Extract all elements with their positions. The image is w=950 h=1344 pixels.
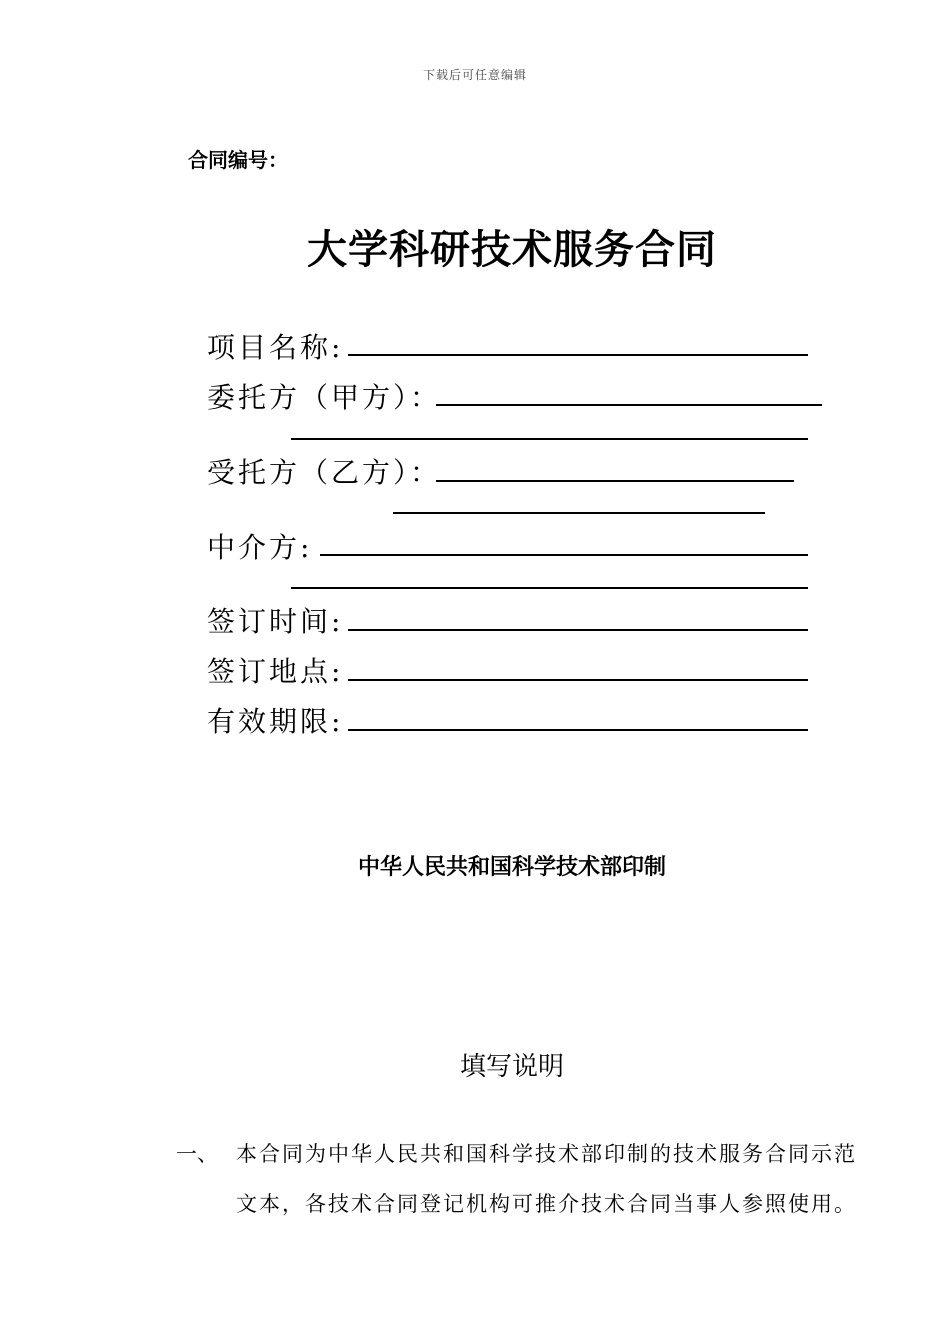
project-name-blank[interactable] xyxy=(348,354,808,356)
instruction-number: 一、 xyxy=(176,1142,218,1166)
signing-place-label: 签订地点: xyxy=(207,655,344,688)
intermediary-blank[interactable] xyxy=(320,554,808,556)
printer-statement: 中华人民共和国科学技术部印制 xyxy=(357,855,666,880)
document-title: 大学科研技术服务合同 xyxy=(307,227,717,273)
party-b-label: 受托方（乙方）： xyxy=(207,456,442,489)
validity-period-blank[interactable] xyxy=(348,729,808,731)
party-a-label: 委托方（甲方）： xyxy=(207,381,442,414)
intermediary-blank-continued[interactable] xyxy=(291,587,808,589)
party-b-blank[interactable] xyxy=(436,480,794,482)
project-name-label: 项目名称: xyxy=(207,331,344,364)
header-note: 下载后可任意编辑 xyxy=(422,68,527,82)
validity-period-label: 有效期限: xyxy=(207,705,344,738)
instruction-line-1: 本合同为中华人民共和国科学技术部印制的技术服务合同示范 xyxy=(236,1142,857,1166)
party-a-blank-continued[interactable] xyxy=(291,438,808,440)
party-a-blank[interactable] xyxy=(436,404,822,406)
signing-time-label: 签订时间: xyxy=(207,605,344,638)
instructions-title: 填写说明 xyxy=(459,1052,564,1082)
party-b-blank-continued[interactable] xyxy=(393,512,765,514)
contract-number-label: 合同编号： xyxy=(188,148,288,172)
signing-time-blank[interactable] xyxy=(348,629,808,631)
signing-place-blank[interactable] xyxy=(348,679,808,681)
intermediary-label: 中介方: xyxy=(207,531,313,564)
instruction-line-2: 文本，各技术合同登记机构可推介技术合同当事人参照使用。 xyxy=(236,1192,857,1216)
